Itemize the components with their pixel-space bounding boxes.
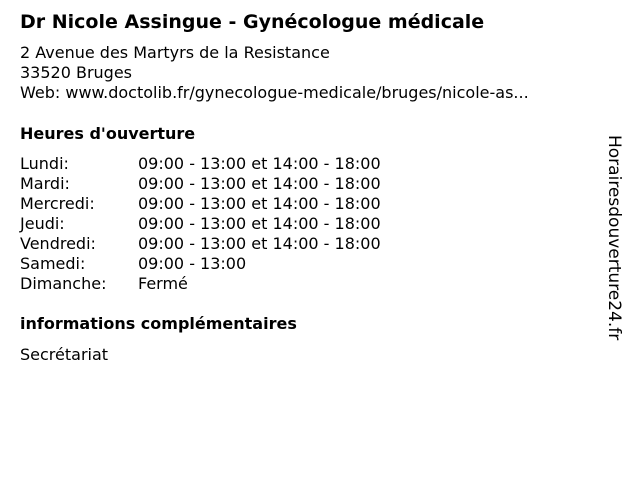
hours-day: Jeudi: (20, 214, 65, 233)
hours-time: 09:00 - 13:00 et 14:00 - 18:00 (138, 214, 381, 233)
address-block (20, 43, 529, 103)
address-city: 33520 Bruges (20, 63, 133, 82)
hours-day: Samedi: (20, 254, 86, 273)
hours-time: 09:00 - 13:00 et 14:00 - 18:00 (138, 154, 381, 173)
page-title: Dr Nicole Assingue - Gynécologue médicale (20, 11, 485, 33)
hours-row-friday (20, 234, 381, 254)
hours-row-sunday (20, 274, 381, 294)
hours-heading: Heures d'ouverture (20, 124, 196, 143)
watermark-text: Horairesdouverture24.fr (604, 135, 624, 341)
hours-row-tuesday (20, 174, 381, 194)
hours-row-thursday (20, 214, 381, 234)
hours-day: Lundi: (20, 154, 69, 173)
hours-row-wednesday (20, 194, 381, 214)
hours-time: 09:00 - 13:00 et 14:00 - 18:00 (138, 234, 381, 253)
hours-day: Dimanche: (20, 274, 107, 293)
info-heading: informations complémentaires (20, 314, 297, 333)
hours-day: Mercredi: (20, 194, 95, 213)
hours-time: 09:00 - 13:00 et 14:00 - 18:00 (138, 174, 381, 193)
hours-day: Vendredi: (20, 234, 96, 253)
hours-row-saturday (20, 254, 381, 274)
hours-day: Mardi: (20, 174, 70, 193)
hours-time: Fermé (138, 274, 188, 293)
hours-table (20, 154, 381, 294)
hours-time: 09:00 - 13:00 et 14:00 - 18:00 (138, 194, 381, 213)
hours-time: 09:00 - 13:00 (138, 254, 247, 273)
address-street: 2 Avenue des Martyrs de la Resistance (20, 43, 330, 62)
address-web[interactable]: Web: www.doctolib.fr/gynecologue-medicale/bruges/nicole-as... (20, 83, 529, 102)
hours-row-monday (20, 154, 381, 174)
info-text: Secrétariat (20, 345, 109, 364)
